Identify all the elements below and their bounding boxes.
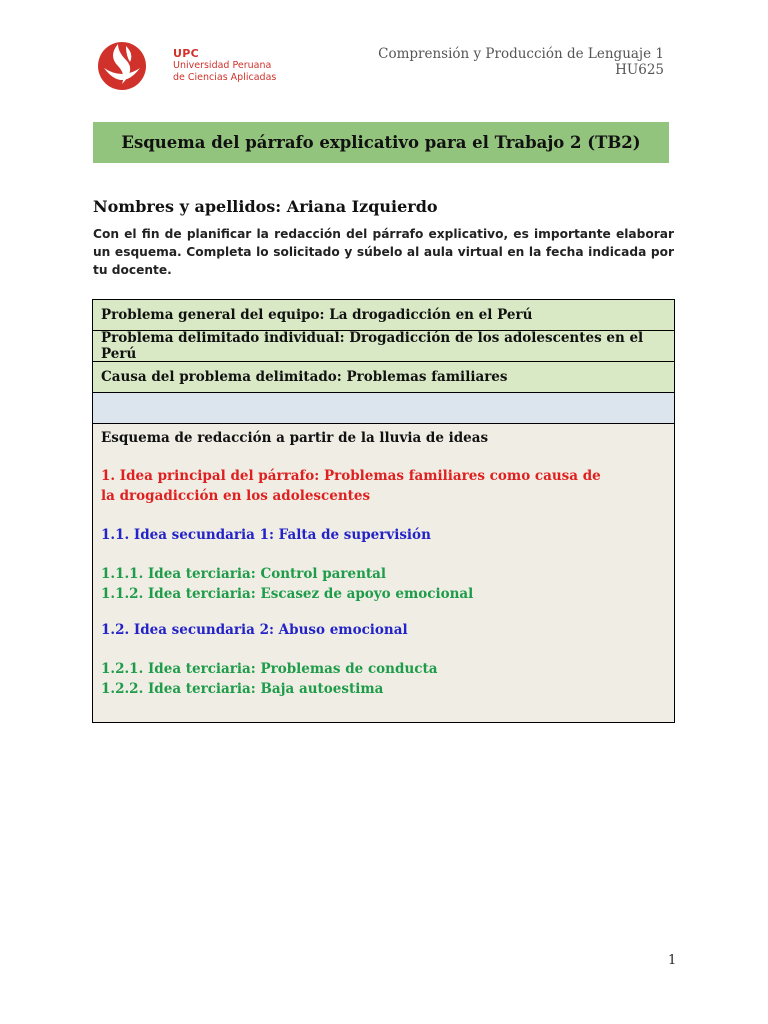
logo-line-2: de Ciencias Aplicadas: [173, 72, 277, 83]
student-name: Nombres y apellidos: Ariana Izquierdo: [93, 197, 438, 216]
secondary-idea-1: 1.1. Idea secundaria 1: Falta de supervisión: [101, 527, 431, 543]
banner-title: Esquema del párrafo explicativo para el Trabajo 2 (TB2): [121, 133, 641, 152]
tertiary-idea-2-1: 1.2.1. Idea terciaria: Problemas de conducta: [101, 661, 438, 677]
table-row-blank: [93, 393, 674, 424]
tertiary-idea-1-2: 1.1.2. Idea terciaria: Escasez de apoyo emocional: [101, 586, 474, 602]
page-number: 1: [668, 953, 677, 968]
tertiary-group-1: [101, 564, 666, 604]
table-row-general-problem: Problema general del equipo: La drogadicción en el Perú: [93, 300, 674, 331]
logo-line-1: Universidad Peruana: [173, 60, 272, 71]
table-row-cause: Causa del problema delimitado: Problemas familiares: [93, 362, 674, 393]
logo-abbr: UPC: [173, 47, 199, 60]
scheme-title: Esquema de redacción a partir de la lluvia de ideas: [101, 430, 489, 446]
tertiary-group-2: [101, 659, 666, 699]
course-code: HU625: [615, 62, 664, 78]
course-title: Comprensión y Producción de Lenguaje 1: [378, 46, 664, 62]
scheme-table: [92, 299, 675, 723]
secondary-idea-2: 1.2. Idea secundaria 2: Abuso emocional: [101, 622, 408, 638]
tertiary-idea-2-2: 1.2.2. Idea terciaria: Baja autoestima: [101, 681, 384, 697]
instructions-paragraph: Con el fin de planificar la redacción del párrafo explicativo, es importante elaborar un esquema. Completa lo solicitado y súbelo al aula virtual en la fecha indicada por tu docente.: [93, 227, 674, 277]
tertiary-idea-1-1: 1.1.1. Idea terciaria: Control parental: [101, 566, 387, 582]
title-banner: [93, 122, 669, 163]
main-idea-line-2: la drogadicción en los adolescentes: [101, 488, 371, 504]
upc-logo-icon: [96, 40, 148, 92]
main-idea: [101, 466, 666, 506]
logo-wordmark: [173, 47, 276, 84]
course-header: [378, 46, 664, 78]
scheme-box: [93, 424, 674, 722]
main-idea-line-1: 1. Idea principal del párrafo: Problemas familiares como causa de: [101, 468, 601, 484]
table-row-delimited-problem: Problema delimitado individual: Drogadicción de los adolescentes en el Perú: [93, 331, 674, 362]
